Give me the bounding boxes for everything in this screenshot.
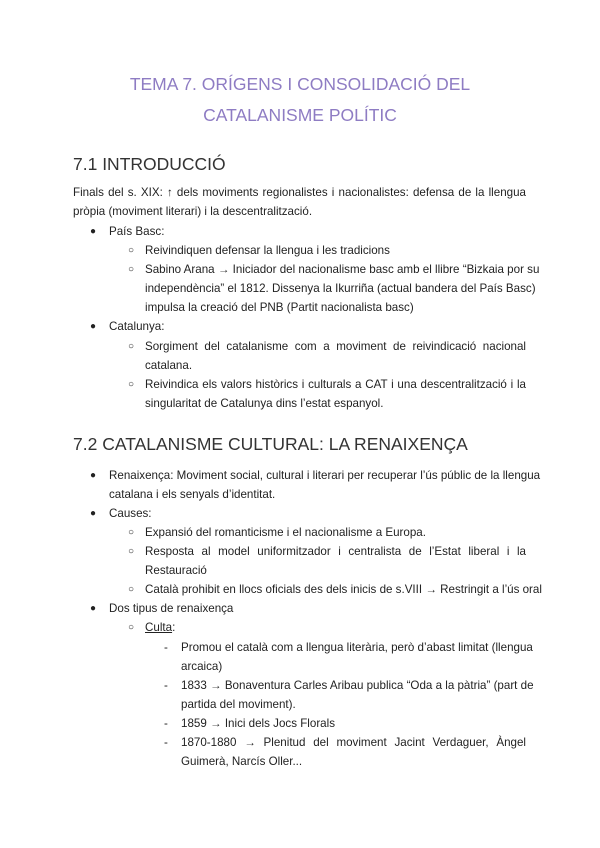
bullet-disc: ● — [90, 508, 97, 519]
list-item-causes: Causes: — [109, 507, 152, 520]
bullet-circle: ○ — [128, 584, 135, 595]
culta-item-3: 1859 → Inici dels Jocs Florals — [181, 717, 336, 730]
bullet-circle: ○ — [128, 546, 135, 557]
catalunya-item-1-line-1: Sorgiment del catalanisme com a moviment de reivindicació nacional — [145, 340, 526, 353]
pais-basc-item-1: Reivindiquen defensar la llengua i les tradicions — [145, 244, 390, 257]
culta-label: Culta — [145, 621, 173, 634]
catalunya-item-2-line-2: singularitat de Catalunya dins l’estat espanyol. — [145, 397, 384, 410]
renaixenca-definition-line-1: Renaixença: Moviment social, cultural i literari per recuperar l’ús públic de la llengua — [109, 469, 541, 482]
pais-basc-item-2-line-2: independència” el 1812. Dissenya la Ikurriña (actual bandera del País Basc) — [145, 282, 536, 295]
cause-item-3: Català prohibit en llocs oficials des dels inicis de s.VIII → Restringit a l’ús oral — [145, 583, 542, 596]
bullet-dash: - — [164, 717, 168, 730]
cause-item-2-line-2: Restauració — [145, 564, 207, 577]
intro-paragraph-line-2: pròpia (moviment literari) i la descentralització. — [73, 205, 313, 218]
culta-item-2-line-1: 1833 → Bonaventura Carles Aribau publica “Oda a la pàtria” (part de — [181, 679, 534, 692]
document-title-line-1: TEMA 7. ORÍGENS I CONSOLIDACIÓ DEL — [129, 74, 471, 94]
list-item-dos-tipus: Dos tipus de renaixença — [109, 602, 234, 615]
renaixenca-definition-line-2: catalana i els senyals d’identitat. — [109, 488, 276, 501]
culta-item-2-line-2: partida del moviment). — [181, 698, 296, 711]
bullet-disc: ● — [90, 470, 97, 481]
bullet-circle: ○ — [128, 527, 135, 538]
bullet-disc: ● — [90, 226, 97, 237]
bullet-dash: - — [164, 736, 168, 749]
bullet-dash: - — [164, 679, 168, 692]
bullet-disc: ● — [90, 603, 97, 614]
list-item-pais-basc: País Basc: — [109, 225, 165, 238]
culta-colon: : — [172, 621, 176, 634]
bullet-dash: - — [164, 641, 168, 654]
section-heading-renaixenca: 7.2 CATALANISME CULTURAL: LA RENAIXENÇA — [73, 434, 468, 454]
document-title-line-2: CATALANISME POLÍTIC — [203, 105, 397, 125]
bullet-circle: ○ — [128, 264, 135, 275]
list-item-catalunya: Catalunya: — [109, 320, 165, 333]
culta-item-1-line-1: Promou el català com a llengua literària, però d’abast limitat (llengua — [181, 641, 533, 654]
bullet-circle: ○ — [128, 622, 135, 633]
pais-basc-item-2-line-3: impulsa la creació del PNB (Partit nacionalista basc) — [145, 301, 414, 314]
intro-paragraph-line-1: Finals del s. XIX: ↑ dels moviments regionalistes i nacionalistes: defensa de la llengua — [73, 186, 526, 199]
bullet-circle: ○ — [128, 379, 135, 390]
catalunya-item-1-line-2: catalana. — [145, 359, 193, 372]
cause-item-2-line-1: Resposta al model uniformitzador i centralista de l’Estat liberal i la — [145, 545, 526, 558]
culta-item-4-line-1: 1870-1880 → Plenitud del moviment Jacint Verdaguer, Àngel — [181, 736, 526, 749]
pais-basc-item-2-line-1: Sabino Arana → Iniciador del nacionalisme basc amb el llibre “Bizkaia por su — [145, 263, 540, 276]
culta-item-1-line-2: arcaica) — [181, 660, 223, 673]
culta-item-4-line-2: Guimerà, Narcís Oller... — [181, 755, 303, 768]
bullet-circle: ○ — [128, 245, 135, 256]
bullet-disc: ● — [90, 321, 97, 332]
section-heading-introduccio: 7.1 INTRODUCCIÓ — [73, 154, 226, 174]
bullet-circle: ○ — [128, 341, 135, 352]
catalunya-item-2-line-1: Reivindica els valors històrics i culturals a CAT i una descentralització i la — [145, 378, 526, 391]
cause-item-1: Expansió del romanticisme i el nacionalisme a Europa. — [145, 526, 426, 539]
list-item-culta — [145, 621, 175, 635]
